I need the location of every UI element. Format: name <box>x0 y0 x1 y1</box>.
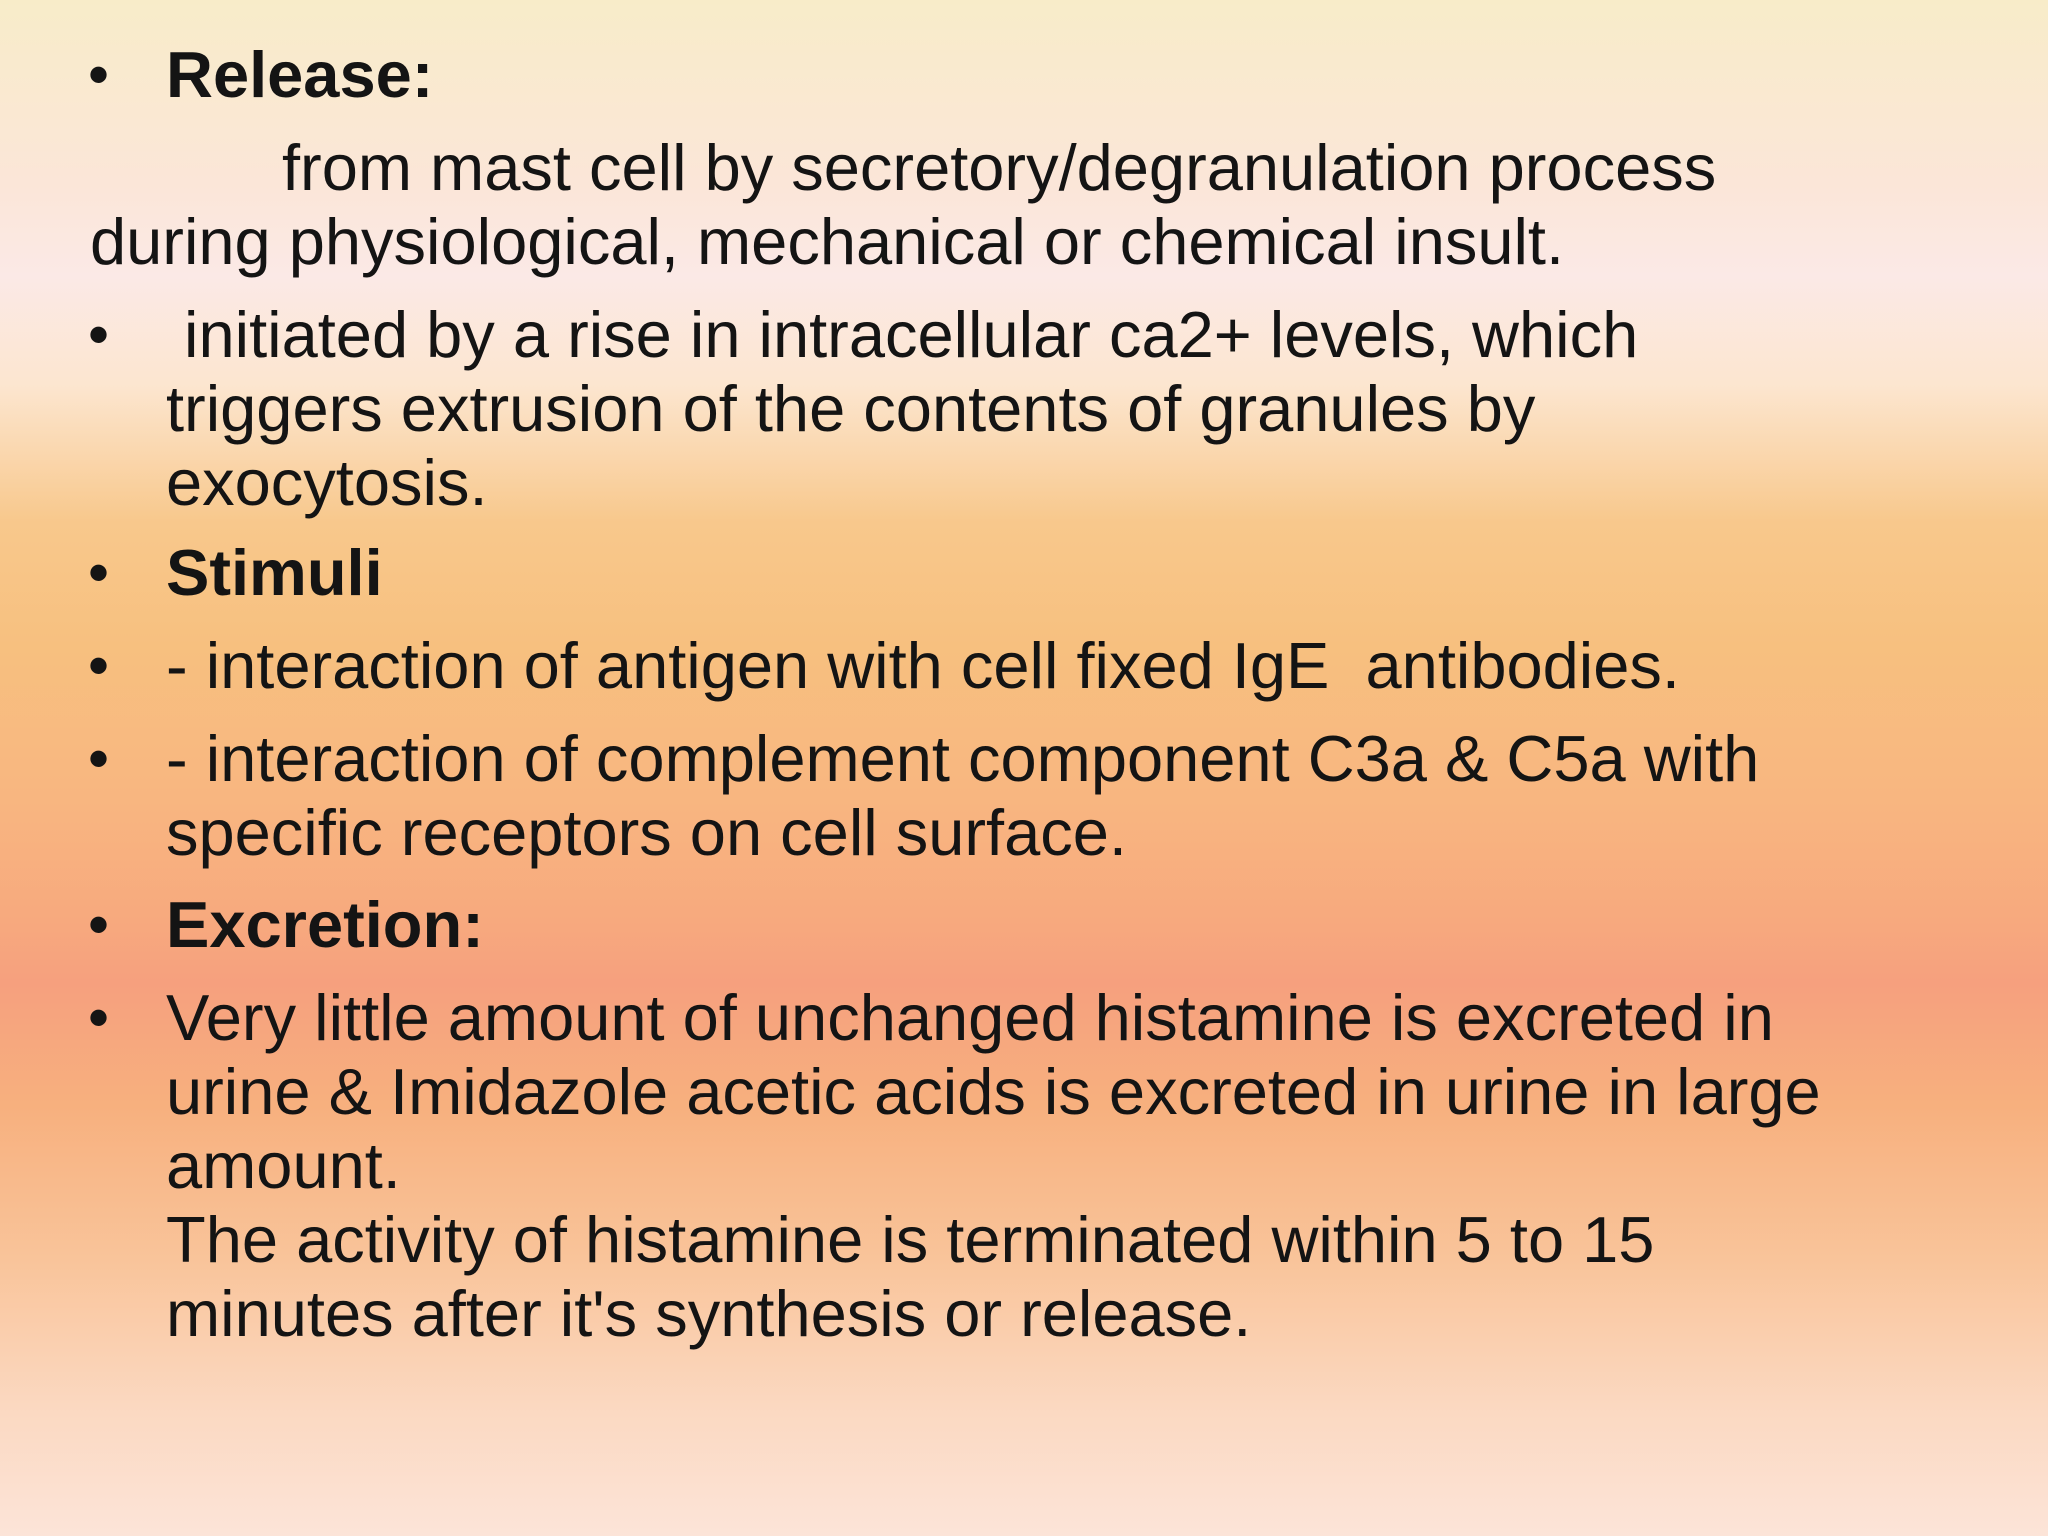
bullet-marker: • <box>88 725 110 792</box>
excretion-line-3: amount. <box>166 1129 401 1202</box>
release-text-line-1: from mast cell by secretory/degranulation process <box>282 131 1717 204</box>
stimuli-item-2-line-1: - interaction of complement component C3a & C5a with <box>166 722 1760 795</box>
excretion-line-5: minutes after it's synthesis or release. <box>166 1277 1252 1350</box>
stimuli-heading: Stimuli <box>166 536 383 609</box>
initiated-line-2: triggers extrusion of the contents of granules by <box>166 372 1536 445</box>
release-text-line-2: during physiological, mechanical or chemical insult. <box>90 205 1565 278</box>
initiated-line-1: initiated by a rise in intracellular ca2+ levels, which <box>166 298 1639 371</box>
bullet-marker: • <box>88 301 110 368</box>
bullet-marker: • <box>88 41 110 108</box>
bullet-marker: • <box>88 539 110 606</box>
stimuli-item-1: - interaction of antigen with cell fixed IgE antibodies. <box>166 629 1680 702</box>
bullet-marker: • <box>88 891 110 958</box>
excretion-line-2: urine & Imidazole acetic acids is excreted in urine in large <box>166 1055 1821 1128</box>
release-heading: Release: <box>166 38 434 111</box>
excretion-line-1: Very little amount of unchanged histamine is excreted in <box>166 981 1774 1054</box>
stimuli-item-2-line-2: specific receptors on cell surface. <box>166 796 1127 869</box>
bullet-marker: • <box>88 632 110 699</box>
excretion-heading: Excretion: <box>166 888 484 961</box>
excretion-line-4: The activity of histamine is terminated within 5 to 15 <box>166 1203 1655 1276</box>
initiated-line-3: exocytosis. <box>166 446 488 519</box>
bullet-marker: • <box>88 984 110 1051</box>
